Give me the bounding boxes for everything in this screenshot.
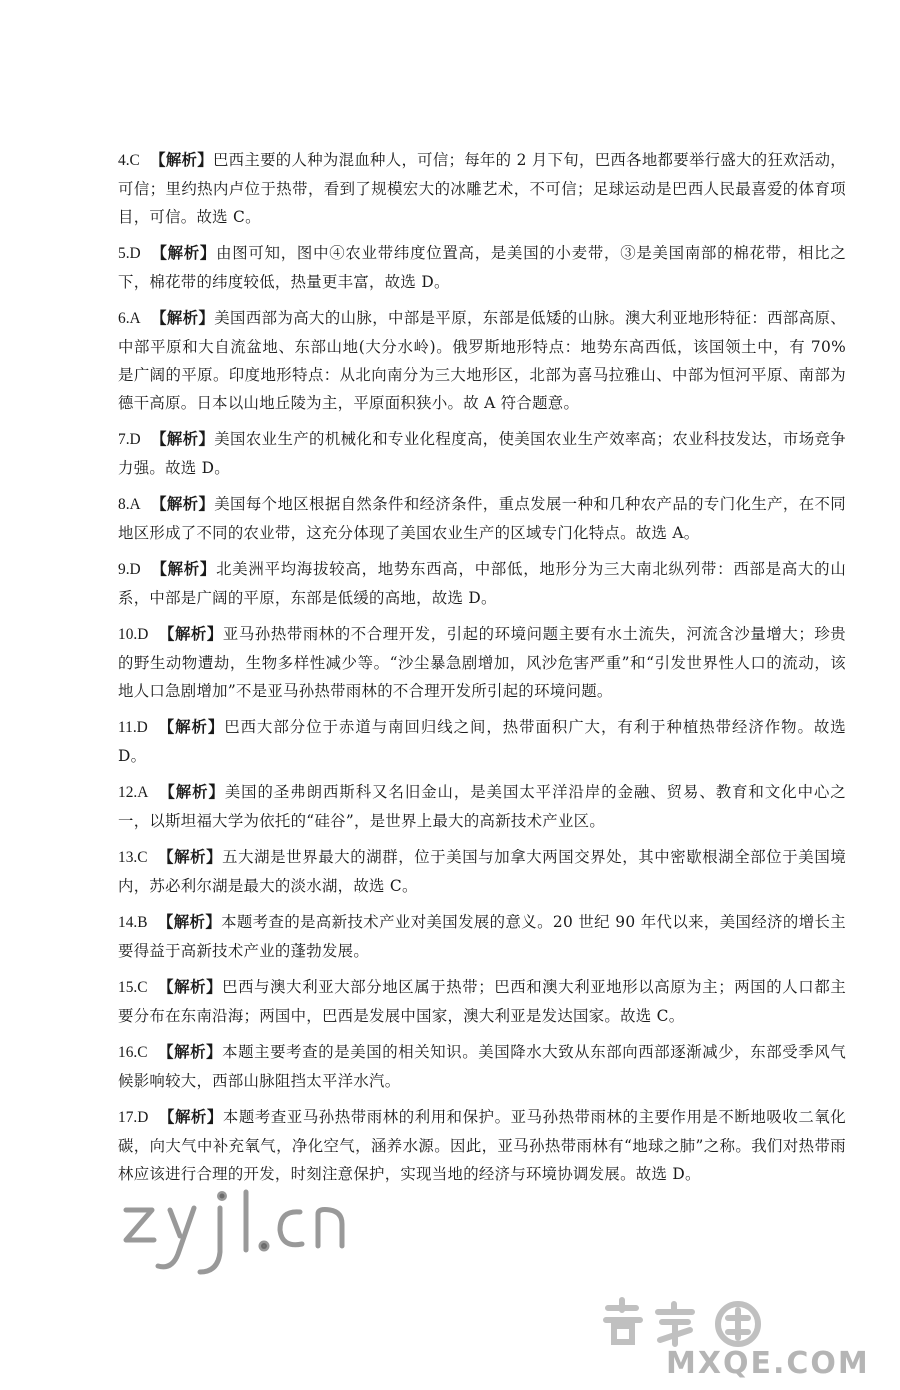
- analysis-tag: 【解析】: [158, 718, 225, 736]
- question-number: 17.: [118, 1109, 138, 1126]
- question-number: 10.: [118, 626, 138, 643]
- question-number: 14.: [118, 914, 138, 931]
- analysis-text: 五大湖是世界最大的湖群，位于美国与加拿大两国交界处，其中密歇根湖全部位于美国境内，苏必利尔湖是最大的淡水湖，故选 C。: [118, 848, 847, 895]
- answer-choice: D: [136, 719, 149, 736]
- analysis-tag: 【解析】: [158, 783, 225, 801]
- question-number: 7.: [118, 431, 130, 448]
- answer-choice: A: [129, 496, 141, 513]
- analysis-text: 美国农业生产的机械化和专业化程度高，使美国农业生产效率高；农业科技发达，市场竞争力强。故选 D。: [118, 430, 846, 477]
- answer-choice: D: [137, 1109, 149, 1126]
- answer-choice: A: [137, 784, 149, 801]
- analysis-text: 巴西主要的人种为混血种人，可信；每年的 2 月下旬，巴西各地都要举行盛大的狂欢活动，可信；里约热内卢位于热带，看到了规模宏大的冰雕艺术，不可信；足球运动是巴西人民最喜爱的体育项目，可信。故选 C。: [118, 151, 846, 226]
- answer-item: [118, 146, 846, 231]
- analysis-text: 亚马孙热带雨林的不合理开发，引起的环境问题主要有水土流失，河流含沙量增大；珍贵的野生动物遭劫，生物多样性减少等。“沙尘暴急剧增加，风沙危害严重”和“引发世界性人口的流动，该地人口急剧增加”不是亚马孙热带雨林的不合理开发所引起的环境问题。: [118, 625, 846, 700]
- analysis-text: 巴西大部分位于赤道与南回归线之间，热带面积广大，有利于种植热带经济作物。故选 D。: [118, 718, 846, 765]
- analysis-tag: 【解析】: [157, 978, 223, 996]
- site-watermark: [596, 1296, 896, 1390]
- answer-choice: A: [129, 310, 141, 327]
- answer-circle-logo-icon: [596, 1296, 896, 1348]
- answer-choice: D: [129, 561, 141, 578]
- answer-item: [118, 239, 846, 296]
- answer-item: [118, 973, 846, 1030]
- answer-item: [118, 713, 846, 770]
- analysis-text: 本题考查亚马孙热带雨林的利用和保护。亚马孙热带雨林的主要作用是不断地吸收二氧化碳，向大气中补充氧气，净化空气，涵养水源。因此，亚马孙热带雨林有“地球之肺”之称。我们对热带雨林应该进行合理的开发，时刻注意保护，实现当地的经济与环境协调发展。故选 D。: [118, 1108, 846, 1183]
- analysis-text: 由图可知，图中④农业带纬度位置高，是美国的小麦带，③是美国南部的棉花带，相比之下，棉花带的纬度较低，热量更丰富，故选 D。: [118, 244, 847, 291]
- answer-item: [118, 620, 846, 705]
- answer-item: [118, 425, 846, 482]
- question-number: 8.: [118, 496, 130, 513]
- answer-item: [118, 1103, 846, 1188]
- analysis-tag: 【解析】: [150, 495, 215, 513]
- zyjl-watermark-logo: [118, 1188, 418, 1298]
- analysis-text: 本题考查的是高新技术产业对美国发展的意义。20 世纪 90 年代以来，美国经济的增长主要得益于高新技术产业的蓬勃发展。: [118, 913, 846, 960]
- question-number: 15.: [118, 979, 138, 996]
- analysis-tag: 【解析】: [158, 1108, 223, 1126]
- analysis-tag: 【解析】: [157, 913, 222, 931]
- analysis-tag: 【解析】: [150, 151, 213, 169]
- answer-choice: D: [129, 245, 141, 262]
- answer-choice: C: [137, 849, 148, 866]
- analysis-tag: 【解析】: [157, 848, 223, 866]
- site-url-watermark: MXQE.COM: [666, 1346, 870, 1381]
- answer-item: [118, 843, 846, 900]
- analysis-tag: 【解析】: [158, 625, 223, 643]
- answer-choice: C: [137, 1044, 148, 1061]
- answer-choice: D: [137, 626, 149, 643]
- analysis-tag: 【解析】: [150, 244, 217, 262]
- analysis-text: 本题主要考查的是美国的相关知识。美国降水大致从东部向西部逐渐减少，东部受季风气候影响较大，西部山脉阻挡太平洋水汽。: [118, 1043, 847, 1090]
- answer-choice: D: [129, 431, 141, 448]
- question-number: 4.: [118, 152, 130, 169]
- answer-choice: C: [129, 152, 141, 169]
- question-number: 6.: [118, 310, 130, 327]
- question-number: 5.: [118, 245, 130, 262]
- analysis-text: 巴西与澳大利亚大部分地区属于热带；巴西和澳大利亚地形以高原为主；两国的人口都主要分布在东南沿海；两国中，巴西是发展中国家，澳大利亚是发达国家。故选 C。: [118, 978, 847, 1025]
- analysis-text: 美国每个地区根据自然条件和经济条件，重点发展一种和几种农产品的专门化生产，在不同地区形成了不同的农业带，这充分体现了美国农业生产的区域专门化特点。故选 A。: [118, 495, 846, 542]
- answer-item: [118, 778, 846, 835]
- analysis-text: 北美洲平均海拔较高，地势东西高，中部低，地形分为三大南北纵列带：西部是高大的山系，中部是广阔的平原，东部是低缓的高地，故选 D。: [118, 560, 847, 607]
- answer-list: [118, 146, 846, 1196]
- answer-item: [118, 555, 846, 612]
- answer-item: [118, 304, 846, 417]
- analysis-tag: 【解析】: [150, 309, 215, 327]
- question-number: 12.: [118, 784, 138, 801]
- question-number: 11.: [118, 719, 137, 736]
- analysis-text: 美国的圣弗朗西斯科又名旧金山，是美国太平洋沿岸的金融、贸易、教育和文化中心之一，以斯坦福大学为依托的“硅谷”，是世界上最大的高新技术产业区。: [118, 783, 846, 830]
- question-number: 13.: [118, 849, 138, 866]
- answer-item: [118, 1038, 846, 1095]
- analysis-tag: 【解析】: [150, 430, 215, 448]
- analysis-tag: 【解析】: [150, 560, 217, 578]
- answer-choice: C: [137, 979, 148, 996]
- question-number: 16.: [118, 1044, 138, 1061]
- question-number: 9.: [118, 561, 130, 578]
- answer-choice: B: [137, 914, 148, 931]
- analysis-tag: 【解析】: [157, 1043, 223, 1061]
- analysis-text: 美国西部为高大的山脉，中部是平原，东部是低矮的山脉。澳大利亚地形特征：西部高原、中部平原和大自流盆地、东部山地(大分水岭)。俄罗斯地形特点：地势东高西低，该国领土中，有 70% 是广阔的平原。印度地形特点：从北向南分为三大地形区，北部为喜马拉雅山、中部为恒河平原、南部为德干高原。日本以山地丘陵为主，平原面积狭小。故 A 符合题意。: [118, 309, 846, 412]
- answer-item: [118, 908, 846, 965]
- answer-item: [118, 490, 846, 547]
